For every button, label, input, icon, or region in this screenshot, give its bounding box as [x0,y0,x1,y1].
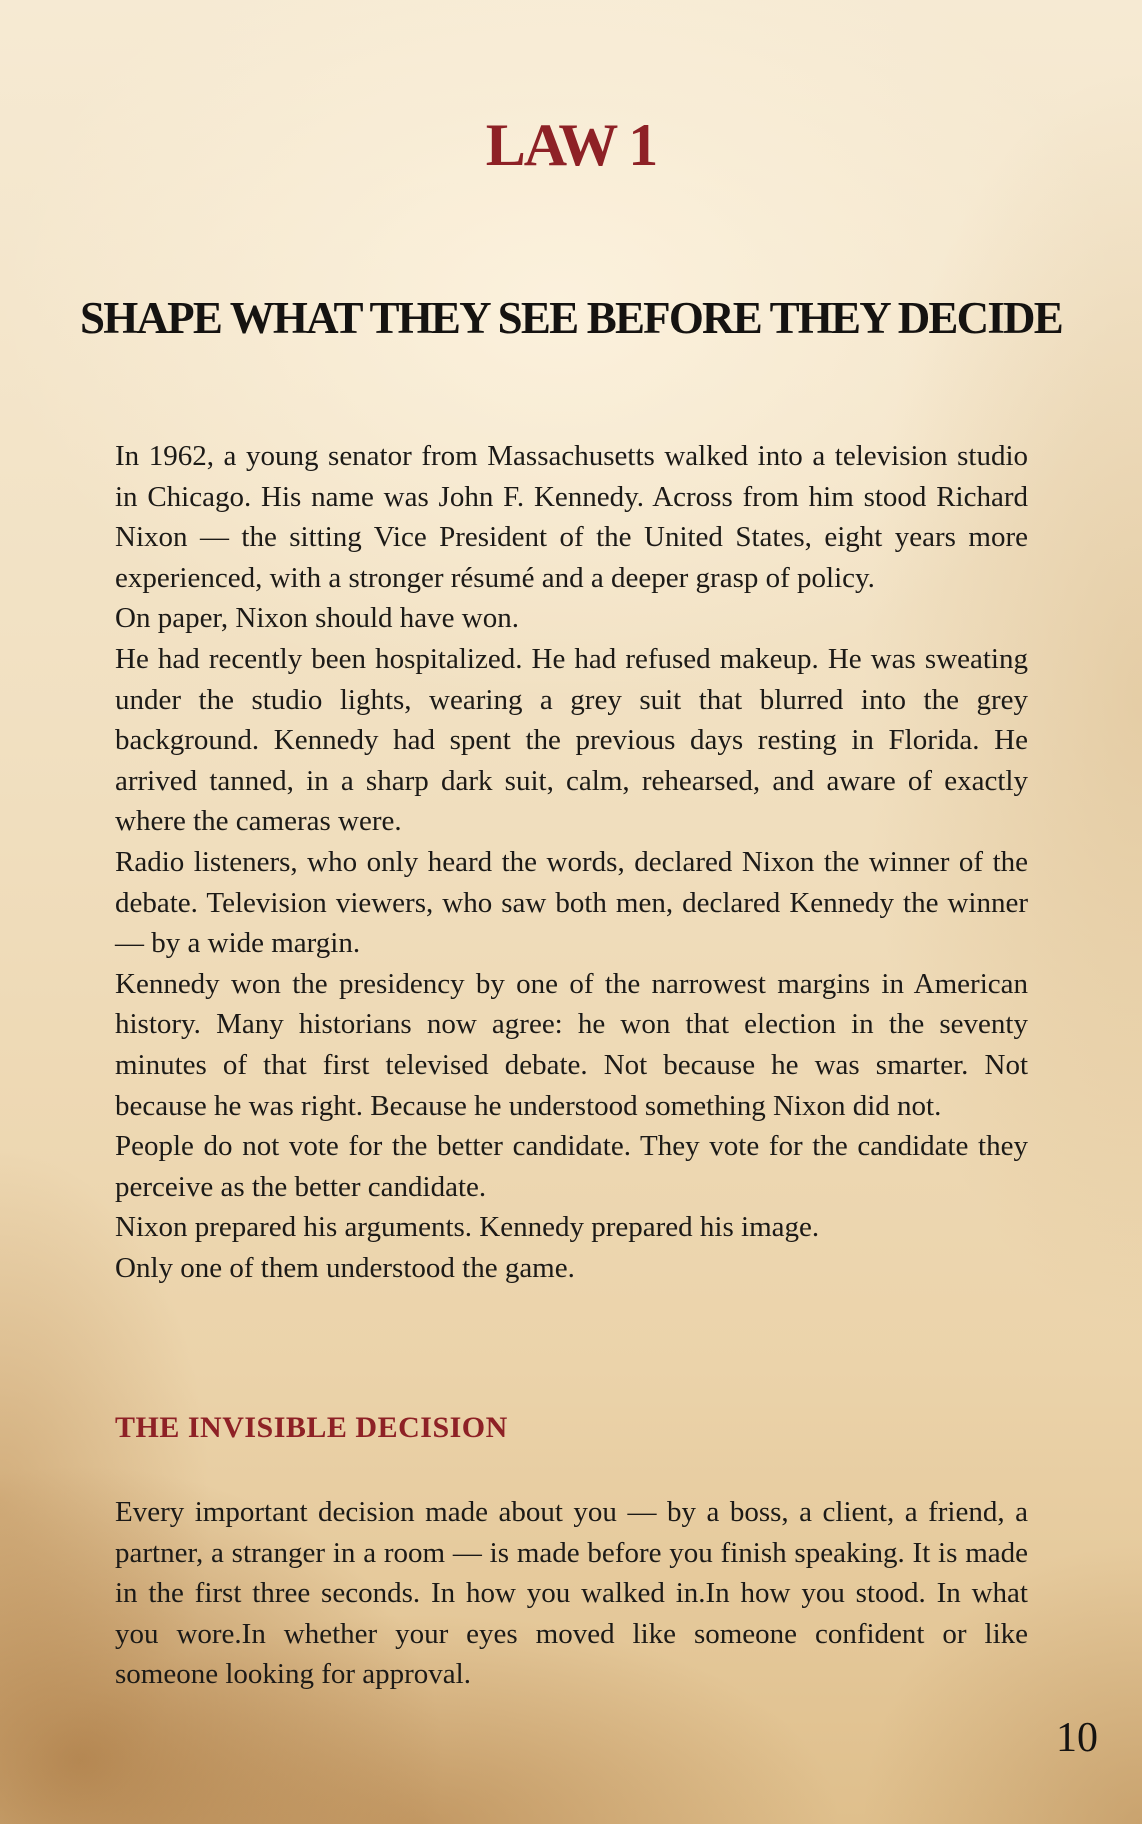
paragraph: People do not vote for the better candidate. They vote for the candidate they perceive as the better candidate. [115,1130,1028,1203]
paragraph: In 1962, a young senator from Massachusetts walked into a television studio in Chicago. His name was John F. Kennedy. Across from him stood Richard Nixon — the sitting Vice President of the United States, eight years more experienced, with a stronger résumé and a deeper grasp of policy. [115,440,1028,594]
law-title: SHAPE WHAT THEY SEE BEFORE THEY DECIDE [80,293,1062,343]
paragraph: Only one of them understood the game. [115,1251,575,1284]
paragraph: On paper, Nixon should have won. [115,602,519,635]
section-text [115,1492,1028,1695]
section-heading: THE INVISIBLE DECISION [115,1411,508,1444]
paragraph: Nixon prepared his arguments. Kennedy prepared his image. [115,1211,820,1244]
paragraph: He had recently been hospitalized. He had refused makeup. He was sweating under the studio lights, wearing a grey suit that blurred into the grey background. Kennedy had spent the previous days resting in Florida. He arrived tanned, in a sharp dark suit, calm, rehearsed, and aware of exactly where the cameras were. [115,642,1028,838]
paragraph: Radio listeners, who only heard the words, declared Nixon the winner of the debate. Television viewers, who saw both men, declared Kennedy the winner — by a wide margin. [115,845,1028,960]
intro-text [115,436,1028,1288]
paragraph: Kennedy won the presidency by one of the narrowest margins in American history. Many historians now agree: he won that election in the seventy minutes of that first televised debate. Not because he was smarter. Not because he was right. Because he understood something Nixon did not. [115,967,1028,1122]
law-number-heading: LAW 1 [485,112,657,178]
paragraph: Every important decision made about you — by a boss, a client, a friend, a partner, a stranger in a room — is made before you finish speaking. It is made in the first three seconds. In how you walked in.In how you stood. In what you wore.In whether your eyes moved like someone confident or like someone looking for approval. [115,1496,1028,1691]
page-number: 10 [1056,1715,1098,1761]
